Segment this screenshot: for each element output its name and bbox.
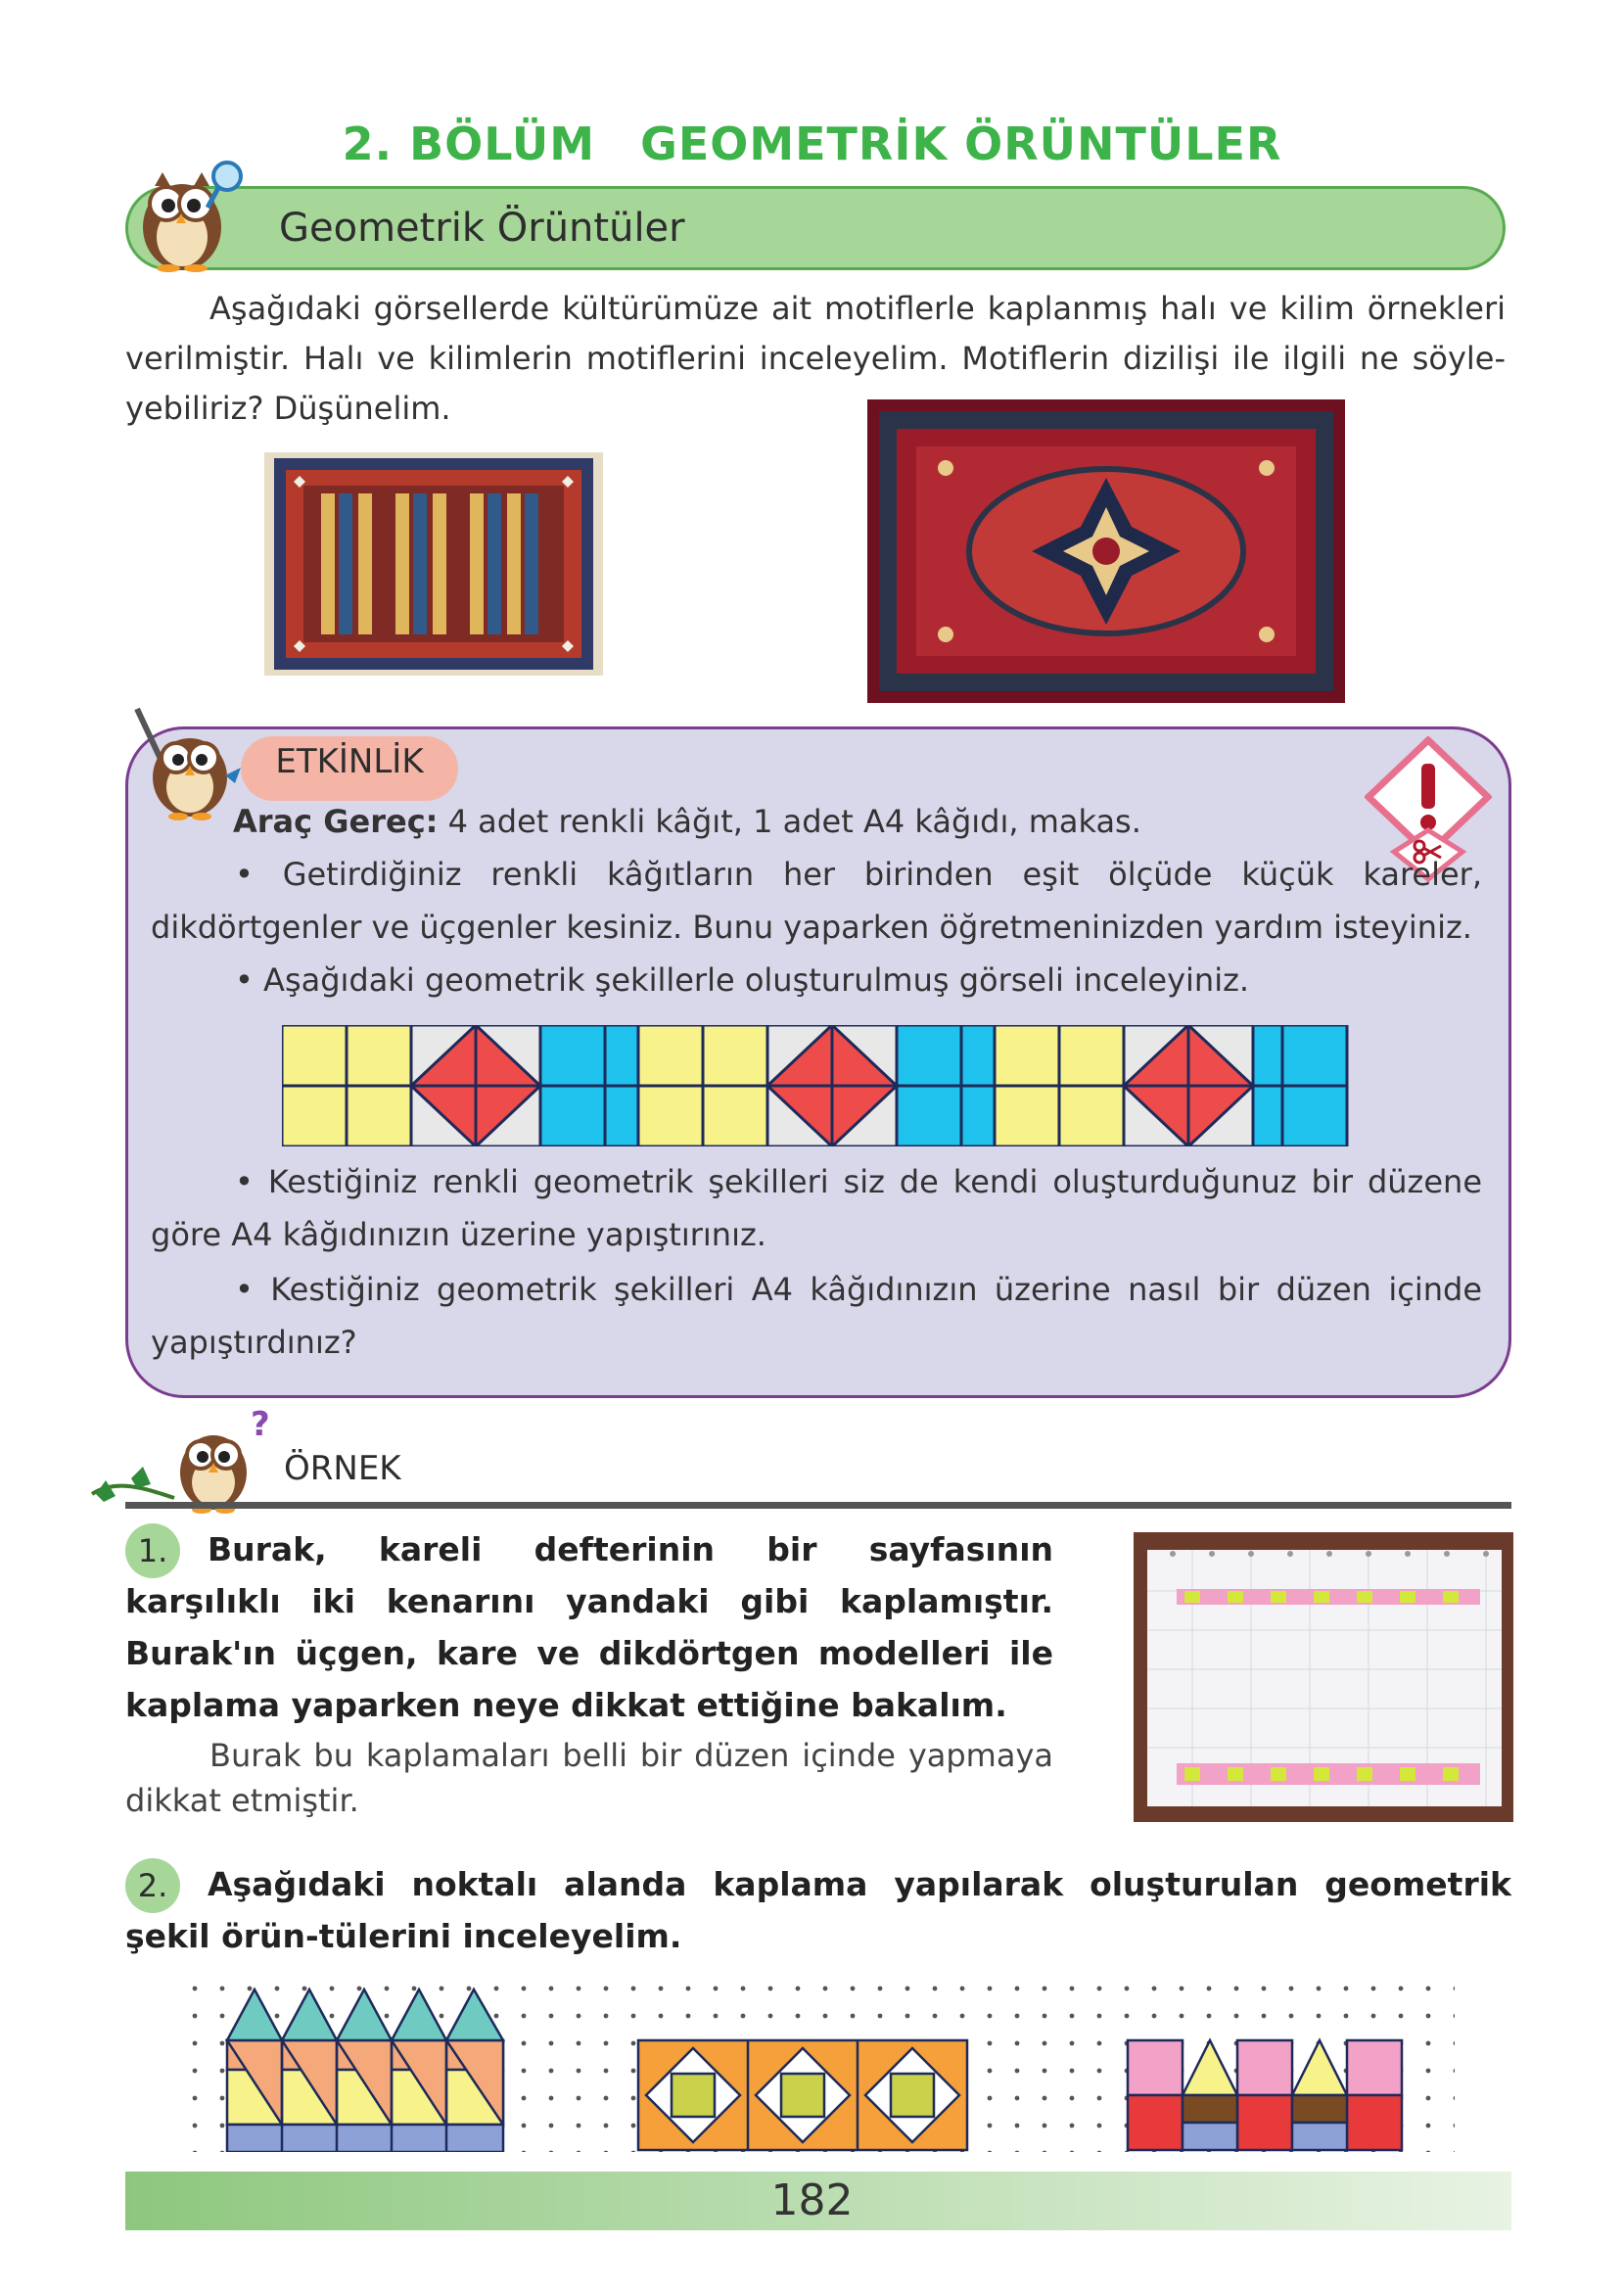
activity-bullet-3: • Kestiğiniz renkli geometrik şekilleri siz de kendi oluşturduğunuz bir düzene göre A4 kâğıdınızın üzerine yapıştırınız. [151,1163,1482,1253]
activity-tools-label: Araç Gereç: [233,803,439,840]
svg-text:?: ? [251,1405,270,1444]
example-2-number: 2. [125,1858,180,1913]
strip-unit-3 [995,1025,1347,1146]
owl-pointer-icon [127,703,249,820]
leaf-icon [96,1480,116,1502]
hali-image [867,399,1345,703]
kilim-image [264,452,603,676]
dotted-pattern-area [192,1986,1455,2152]
strip-unit-1 [282,1025,670,1146]
example-1-number: 1. [125,1523,180,1578]
activity-bullet-1: • Getirdiğiniz renkli kâğıtların her birinden eşit ölçüde küçük kareler, dikdörtgenler ve üçgenler kesiniz. Bunu yaparken öğretmeninizden yardım isteyiniz. [151,856,1482,946]
activity-bullet-4: • Kestiğiniz geometrik şekilleri A4 kâğıdınızın üzerine nasıl bir düzen içinde yapıştırdınız? [151,1271,1482,1361]
section-title: Geometrik Örüntüler [279,206,685,251]
pattern-c [1128,2040,1402,2150]
page-number: 182 [770,2175,854,2225]
example-divider [125,1502,1511,1509]
example-1-answer: Burak bu kaplamaları belli bir düzen içinde yapmaya dikkat etmiştir. [125,1737,1053,1819]
activity-label: ETKİNLİK [275,742,424,781]
notebook-photo [1134,1532,1513,1822]
pattern-a [227,1989,503,2152]
chapter-name: GEOMETRİK ÖRÜNTÜLER [640,117,1282,170]
activity-tools-text: 4 adet renkli kâğıt, 1 adet A4 kâğıdı, makas. [438,803,1141,840]
owl-magnifier-icon [125,147,247,274]
pattern-b [638,2040,967,2150]
activity-pattern-strip [282,1025,1349,1146]
example-2-text: Aşağıdaki noktalı alanda kaplama yapılarak oluşturulan geometrik şekil örün-tülerini inceleyelim. [125,1865,1511,1955]
chapter-number: 2. BÖLÜM [342,117,596,170]
activity-tools [233,795,1359,848]
intro-paragraph: Aşağıdaki görsellerde kültürümüze ait motiflerle kaplanmış halı ve kilim örnekleri verilmiştir. Halı ve kilimlerin motiflerini inceleyelim. Motiflerin dizilişi ile ilgili ne söyle-yebiliriz? Düşünelim. [125,290,1506,427]
owl-question-icon [86,1400,282,1518]
activity-bullet-2: • Aşağıdaki geometrik şekillerle oluşturulmuş görseli inceleyiniz. [235,961,1250,999]
strip-unit-2 [638,1025,1026,1146]
example-1-text: Burak, kareli defterinin bir sayfasının karşılıklı iki kenarını yandaki gibi kaplamıştır. Burak'ın üçgen, kare ve dikdörtgen modelleri ile kaplama yaparken neye dikkat ettiğine bakalım. [125,1530,1053,1724]
example-label: ÖRNEK [284,1449,401,1488]
